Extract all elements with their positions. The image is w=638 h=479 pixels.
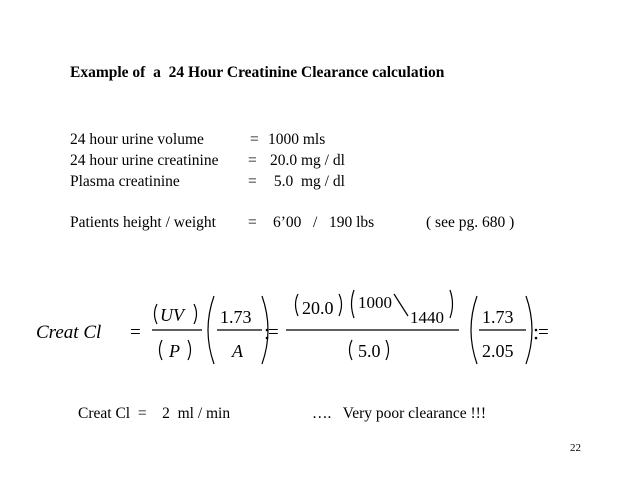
result-comment: …. Very poor clearance !!! [312, 405, 487, 422]
dot [535, 337, 538, 340]
param-equals: = [250, 131, 259, 148]
result-line [78, 405, 487, 459]
param-value: 1000 mls [268, 131, 326, 148]
creatinine-clearance-formula [36, 286, 596, 376]
paren-right [450, 290, 453, 318]
paren-right [339, 294, 342, 316]
paren-left [296, 294, 299, 316]
param-equals: = [248, 173, 257, 190]
paren-left [155, 304, 158, 324]
formula-svg [36, 286, 596, 376]
page-number: 22 [570, 442, 581, 454]
formula-bsa-patient: 2.05 [482, 341, 514, 361]
paren-right [526, 296, 532, 364]
paren-left [350, 340, 353, 360]
param-value: 20.0 mg / dl [270, 152, 345, 169]
formula-equals-3: = [538, 322, 549, 343]
formula-urine-creatinine: 20.0 [302, 298, 334, 318]
formula-minutes: 1440 [410, 308, 444, 327]
formula-p: P [169, 341, 180, 361]
formula-bsa-std-2: 1.73 [482, 307, 514, 327]
param-label: Plasma creatinine [70, 173, 180, 190]
dot [535, 329, 538, 332]
formula-equals-2: = [268, 322, 279, 343]
paren-left [471, 296, 477, 364]
paren-right [386, 340, 389, 360]
slash [394, 294, 408, 316]
param-equals: = [248, 152, 257, 169]
param-label: 24 hour urine volume [70, 131, 204, 148]
formula-equals-1: = [130, 322, 141, 343]
formula-plasma-creatinine: 5.0 [358, 341, 381, 361]
slide-title: Example of a 24 Hour Creatinine Clearance calculation [70, 64, 445, 81]
patient-value: 6’00 / 190 lbs [273, 214, 375, 231]
patient-label: Patients height / weight [70, 214, 216, 231]
formula-a: A [232, 341, 243, 361]
formula-uv: UV [160, 305, 184, 325]
result-text: Creat Cl = 2 ml / min [78, 405, 231, 422]
patient-equals: = [248, 214, 257, 231]
param-value: 5.0 mg / dl [270, 173, 345, 190]
patient-note: ( see pg. 680 ) [426, 214, 515, 231]
paren-right [188, 340, 191, 360]
formula-volume: 1000 [358, 293, 392, 312]
paren-right [194, 304, 197, 324]
param-label: 24 hour urine creatinine [70, 152, 219, 169]
formula-bsa-std: 1.73 [220, 307, 252, 327]
formula-lhs: Creat Cl [36, 322, 102, 343]
paren-left [208, 296, 214, 364]
paren-left [160, 340, 163, 360]
paren-left [352, 290, 355, 318]
